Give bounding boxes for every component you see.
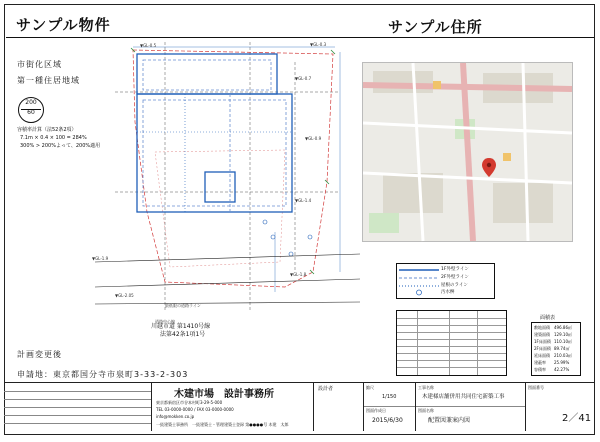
- area-key-site: 敷地面積: [534, 325, 550, 330]
- svg-text:最低限の道路ライン: 最低限の道路ライン: [165, 303, 201, 308]
- table-row: [397, 332, 506, 333]
- rule: [416, 406, 525, 407]
- map-canvas: [363, 63, 572, 241]
- legend-label-manhole: 汚水桝: [441, 290, 455, 295]
- project-cell: [416, 383, 526, 431]
- sheet-number: 2／41: [562, 413, 592, 424]
- ratio-far: 200: [25, 99, 37, 106]
- office-registration: 一級建築士事務所 一級建築士・管理建築士登録 第●●●●号 木建 太郎: [156, 422, 289, 427]
- designer-label: 設計者: [318, 386, 334, 392]
- table-row: [397, 367, 506, 368]
- rule: [364, 406, 415, 407]
- property-title: サンプル物件: [16, 16, 111, 34]
- district: 第一種住居地域: [17, 76, 80, 85]
- area-type: 市街化区域: [17, 60, 62, 69]
- scale-label: 縮尺: [366, 385, 374, 390]
- far-line2: 300% > 200%よって、200%適用: [20, 143, 101, 149]
- svg-text:▼GL-0.5: ▼GL-0.5: [140, 43, 157, 48]
- area-val-2f: 89.74㎡: [554, 346, 570, 351]
- svg-text:▼GL-2.05: ▼GL-2.05: [115, 293, 134, 298]
- sheet-number-cell: [526, 383, 595, 431]
- table-row: [397, 360, 506, 361]
- rule: [4, 407, 151, 408]
- ratio-bcr: 60: [27, 109, 35, 116]
- road-label-2: 法第42条1項1号: [160, 331, 206, 338]
- area-key-total: 延床面積: [534, 353, 550, 358]
- ratio-circle: [18, 97, 44, 123]
- area-key-2f: 2F床面積: [534, 346, 551, 351]
- legend-item-roof: [399, 282, 492, 289]
- designer-cell: [314, 383, 364, 431]
- legend-swatch-roof: [399, 284, 439, 288]
- scale-value: 1/150: [382, 394, 397, 400]
- project-label: 工事名称: [418, 385, 434, 390]
- area-key-building: 建築面積: [534, 332, 550, 337]
- area-table-title: 面積表: [540, 315, 556, 321]
- office-name: 木建市場 設計事務所: [174, 389, 274, 400]
- table-row: [397, 325, 506, 326]
- far-title: 容積率計算（法52条2項）: [17, 127, 77, 133]
- area-key-far: 容積率: [534, 367, 546, 372]
- area-val-bcr: 25.99%: [554, 360, 570, 365]
- drawing-label: 図面名称: [418, 408, 434, 413]
- legend-label-2f: 2F外壁ライン: [441, 275, 469, 280]
- line-legend: [396, 263, 495, 299]
- office-cell: [152, 383, 314, 431]
- location-map: [362, 62, 573, 242]
- table-col: [477, 311, 478, 375]
- rule: [4, 415, 151, 416]
- area-key-1f: 1F床面積: [534, 339, 551, 344]
- date-label: 図面作成日: [366, 408, 386, 413]
- legend-item-2f: [399, 274, 492, 281]
- revision-cell: [4, 383, 152, 431]
- area-val-building: 129.10㎡: [554, 332, 572, 337]
- project-name: 木建様店舗併用共同住宅新築工事: [422, 394, 505, 400]
- table-row: [397, 318, 506, 319]
- table-col: [417, 311, 418, 375]
- svg-text:道路中心線: 道路中心線: [155, 319, 175, 324]
- svg-text:▼GL-0.3: ▼GL-0.3: [310, 42, 327, 47]
- office-tel: TEL 03-0000-0000 / FAX 03-0000-0000: [156, 407, 234, 412]
- rule: [4, 391, 151, 392]
- legend-label-roof: 屋根のライン: [441, 283, 468, 288]
- legend-swatch-1f: [399, 268, 439, 272]
- svg-text:▼GL-1.9: ▼GL-1.9: [92, 256, 109, 261]
- svg-text:▼GL-1.4: ▼GL-1.4: [295, 198, 312, 203]
- legend-label-1f: 1F外壁ライン: [441, 267, 469, 272]
- table-row: [397, 339, 506, 340]
- area-val-far: 42.27%: [554, 367, 570, 372]
- manhole-icon: [415, 289, 423, 296]
- site-plan-drawing: [92, 32, 360, 352]
- area-key-bcr: 建蔽率: [534, 360, 546, 365]
- table-row: [397, 353, 506, 354]
- applicant-address: 申請地：東京都国分寺市泉町3-33-2-303: [17, 370, 189, 379]
- office-address: 東京都新宿区市谷本村町3-29-5-000: [156, 400, 223, 405]
- area-val-1f: 110.10㎡: [554, 339, 572, 344]
- legend-item-1f: [399, 266, 492, 273]
- area-val-site: 496.86㎡: [554, 325, 572, 330]
- area-val-total: 210.03㎡: [554, 353, 572, 358]
- table-col: [449, 311, 450, 375]
- site-calc-table: [396, 310, 507, 376]
- legend-item-manhole: [399, 289, 492, 296]
- rule: [4, 423, 151, 424]
- svg-text:▼GL-1.8: ▼GL-1.8: [290, 272, 307, 277]
- office-mail: info@mokken.co.jp: [156, 414, 195, 419]
- title-block: [4, 382, 595, 431]
- area-table: [531, 322, 581, 376]
- road-label-1: 川越市道 第1410号線: [151, 323, 211, 330]
- rule: [4, 399, 151, 400]
- date-value: 2015/6/30: [372, 417, 403, 424]
- svg-text:▼GL-0.7: ▼GL-0.7: [295, 76, 312, 81]
- far-line1: 7.1m × 0.4 × 100 = 284%: [20, 135, 87, 141]
- scale-date-cell: [364, 383, 416, 431]
- drawing-name: 配置図兼案内図: [428, 417, 471, 424]
- sheet-label: 図面番号: [528, 385, 544, 390]
- legend-swatch-2f: [399, 276, 439, 280]
- address-title: サンプル住所: [388, 18, 483, 36]
- table-row: [397, 346, 506, 347]
- svg-text:▼GL-0.9: ▼GL-0.9: [305, 136, 322, 141]
- plan-change-label: 計画変更後: [17, 350, 62, 359]
